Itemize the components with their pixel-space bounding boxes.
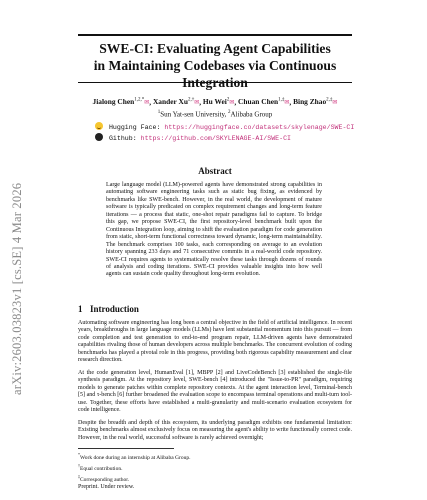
abstract-body: Large language model (LLM)-powered agents have demonstrated strong capabilities in automating software engineering tasks such as static bug fixing, as evidenced by benchmarks like SWE-bench. However, in the real world, the development of mature software is typically predicated on complex requirement changes and long-term feature iterations — a process that static, one-shot repair paradigms fail to capture. To bridge this gap, we propose SWE-CI, the first repository-level benchmark built upon the Continuous Integration loop, aiming to shift the evaluation paradigm for code generation from static, short-term functional correctness toward dynamic, long-term maintainability. The benchmark comprises 100 tasks, each corresponding on average to an evolution history spanning 233 days and 71 consecutive commits in a real-world code repository. SWE-CI requires agents to systematically resolve these tasks through dozens of rounds of analysis and coding iterations. SWE-CI provides valuable insights into how well agents can sustain code quality throughout long-term evolution. [106,182,322,278]
intro-paragraph-1: Automating software engineering has long been a central objective in the field of artificial intelligence. In recent years, breakthroughs in large language models (LLMs) have lent substantial momentum into this pursuit — from code completion and test generation to end-to-end program repair, LLM-driven agents have demonstrated capabilities rivaling those of human developers across multiple benchmarks. The concurrent evolution of coding benchmarks has played a pivotal role in this progress, providing both rigorous capability measurement and clear research direction. [78,320,352,364]
email-icon[interactable]: ✉ [229,100,235,107]
abstract-heading: Abstract [198,166,232,176]
github-url[interactable]: https://github.com/SKYLENAGE-AI/SWE-CI [140,135,292,142]
github-icon [95,133,103,141]
email-icon[interactable]: ✉ [332,100,338,107]
affiliations: $^1$Sun Yat-sen University, $^2$Alibaba Group [157,110,273,119]
author: Hu Wei$^2$✉ [202,97,235,107]
email-icon[interactable]: ✉ [144,100,150,107]
title-bottom-rule [78,82,352,83]
author: Xander $Xu^{2,\dagger}✉$ [152,97,200,107]
author: Chuan Chen$^{1,\ddagger}$✉ [238,97,290,107]
footnote-rule [78,448,174,449]
github-label: Github: [108,135,137,142]
author-list: Jialong Chen$^{1,2,*}$✉, Xander $Xu^{2,\dagger}✉$, Hu Wei$^2$✉, Chuan Chen$^{1,\ddagger}$✉, Bing Zhao$^{2,\ddagger}$✉ [92,97,338,107]
intro-paragraph-3: Despite the breadth and depth of this ecosystem, its underlying paradigm exhibits one fundamental limitation: Existing benchmarks almost exclusively focus on measuring the agent's ability to write functionally correct code. However, in the real world, successful software is rarely achieved overnight; [78,420,352,441]
hugging-face-icon [95,122,103,130]
github-link-line [95,133,291,143]
huggingface-label: Hugging Face: [108,124,161,131]
intro-paragraph-2: At the code generation level, HumanEval [1], MBPP [2] and LiveCodeBench [3] established the single-file synthesis paradigm. At the repository level, SWE-bench [4] introduced the "Issue-to-PR" paradigm, requiring models to generate patches within complete repository contexts. At the agent interaction level, Terminal-bench [5] and τ-bench [6] further broadened the evaluation scope to encompass terminal operations and multi-turn tool-use. Together, these efforts have established a multi-granularity and multi-scenario evaluation ecosystem for code intelligence. [78,370,352,414]
huggingface-link-line [95,122,354,132]
author: Jialong Chen$^{1,2,*}$✉ [92,97,150,107]
section-number: 1 [78,304,83,314]
paper-title [60,40,370,91]
huggingface-url[interactable]: https://huggingface.co/datasets/skylenage/SWE-CI [164,124,355,131]
footnote: *Work done during an internship at Alibaba Group. [78,452,191,461]
title-top-rule [78,34,352,36]
title-line-2: in Maintaining Codebases via Continuous Integration [93,58,337,90]
footnotes [78,451,352,483]
footnote: †Equal contribution. [78,462,123,472]
email-icon[interactable]: ✉ [284,100,290,107]
preprint-notice: Preprint. Under review. [78,484,135,490]
email-icon[interactable]: ✉ [194,100,200,107]
title-line-1: SWE-CI: Evaluating Agent Capabilities [99,41,331,56]
footnote: ‡Corresponding author. [78,473,130,483]
author: Bing Zhao$^{2,\ddagger}$✉ [293,97,338,107]
section-title: Introduction [90,304,139,314]
section-heading [78,304,139,314]
arxiv-stamp: arXiv:2603.03823v1 [cs.SE] 4 Mar 2026 [10,182,24,395]
